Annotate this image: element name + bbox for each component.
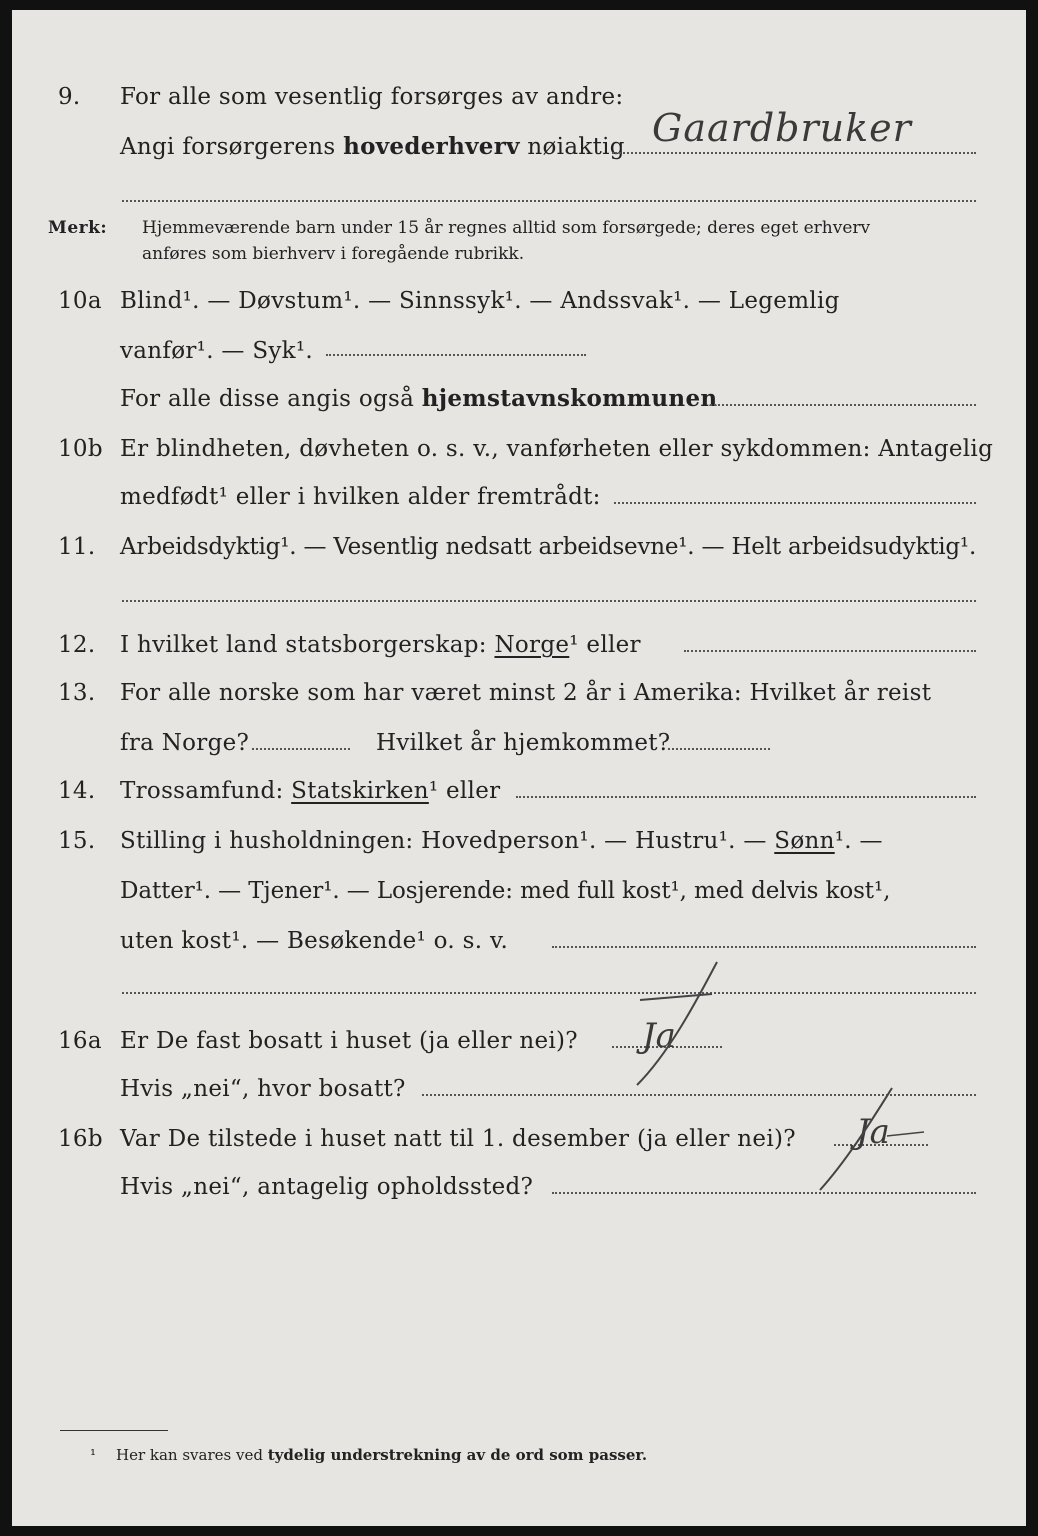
q13-text2b: Hvilket år hjemkommet? <box>376 730 671 756</box>
census-form-page <box>12 10 1026 1526</box>
q16b-text2: Hvis „nei“, antagelig opholdssted? <box>120 1174 534 1200</box>
q16b-text1: Var De tilstede i huset natt til 1. desember (ja eller nei)? <box>120 1126 796 1152</box>
q16a-number: 16a <box>58 1028 102 1054</box>
q13-number: 13. <box>58 680 96 706</box>
q12-number: 12. <box>58 632 96 658</box>
q15-text1-post: ¹. — <box>834 828 883 854</box>
footnote-text-pre: Her kan svares ved <box>116 1446 268 1464</box>
q10a-text3-bold: hjemstavnskommunen <box>421 385 718 412</box>
q11-text1: Arbeidsdyktig¹. — Vesentlig nedsatt arbeidsevne¹. — Helt arbeidsudyktig¹. <box>120 534 977 560</box>
q16a-text1: Er De fast bosatt i huset (ja eller nei)? <box>120 1028 578 1054</box>
q15-number: 15. <box>58 828 96 854</box>
q10a-text2: vanfør¹. — Syk¹. <box>120 338 314 364</box>
merk-label: Merk: <box>48 218 108 238</box>
q15-sonn-underlined: Sønn <box>774 828 835 854</box>
q14-text1-pre: Trossamfund: <box>120 778 292 804</box>
q10a-text3-pre: For alle disse angis også <box>120 386 422 412</box>
q12-text1-pre: I hvilket land statsborgerskap: <box>120 632 495 658</box>
q10b-number: 10b <box>58 436 103 462</box>
footnote-text-bold: tydelig understrekning av de ord som passer. <box>267 1446 648 1464</box>
q15-text2: Datter¹. — Tjener¹. — Losjerende: med full kost¹, med delvis kost¹, <box>120 878 891 904</box>
q13-text2a: fra Norge? <box>120 730 250 756</box>
q9-text2-post: nøiaktig <box>519 134 625 160</box>
footnote-mark: ¹ <box>90 1446 97 1464</box>
q14-text1-post: ¹ eller <box>428 778 501 804</box>
q16b-handwritten-answer: Ja <box>856 1112 890 1152</box>
q9-text2-pre: Angi forsørgerens <box>120 134 344 160</box>
q15-text3: uten kost¹. — Besøkende¹ o. s. v. <box>120 928 509 954</box>
q12-norge-underlined: Norge <box>494 632 570 658</box>
q9-text2-bold: hovederhverv <box>343 133 520 160</box>
q10a-text1: Blind¹. — Døvstum¹. — Sinnssyk¹. — Andssvak¹. — Legemlig <box>120 288 840 314</box>
q9-number: 9. <box>58 84 81 110</box>
footnote-rule <box>60 1430 168 1431</box>
q10a-number: 10a <box>58 288 102 314</box>
merk-text2: anføres som bierhverv i foregående rubrikk. <box>142 244 525 264</box>
footnote-text <box>116 1446 647 1464</box>
q9-handwritten-answer: Gaardbruker <box>652 106 912 150</box>
q13-text1: For alle norske som har været minst 2 år i Amerika: Hvilket år reist <box>120 680 932 706</box>
q15-text1-pre: Stilling i husholdningen: Hovedperson¹. — Hustru¹. — <box>120 828 775 854</box>
q14-statskirken-underlined: Statskirken <box>291 778 429 804</box>
q12-text1-post: ¹ eller <box>569 632 641 658</box>
q11-number: 11. <box>58 534 96 560</box>
q10b-text2: medfødt¹ eller i hvilken alder fremtrådt: <box>120 484 601 510</box>
merk-text1: Hjemmeværende barn under 15 år regnes alltid som forsørgede; deres eget erhverv <box>142 218 871 238</box>
q16a-text2: Hvis „nei“, hvor bosatt? <box>120 1076 406 1102</box>
handwriting-strokes <box>12 10 1026 1526</box>
q16a-handwritten-answer: Ja <box>642 1016 676 1056</box>
q14-number: 14. <box>58 778 96 804</box>
q9-text1: For alle som vesentlig forsørges av andre: <box>120 84 624 110</box>
q10b-text1: Er blindheten, døvheten o. s. v., vanførheten eller sykdommen: Antagelig <box>120 436 994 462</box>
q16b-number: 16b <box>58 1126 103 1152</box>
